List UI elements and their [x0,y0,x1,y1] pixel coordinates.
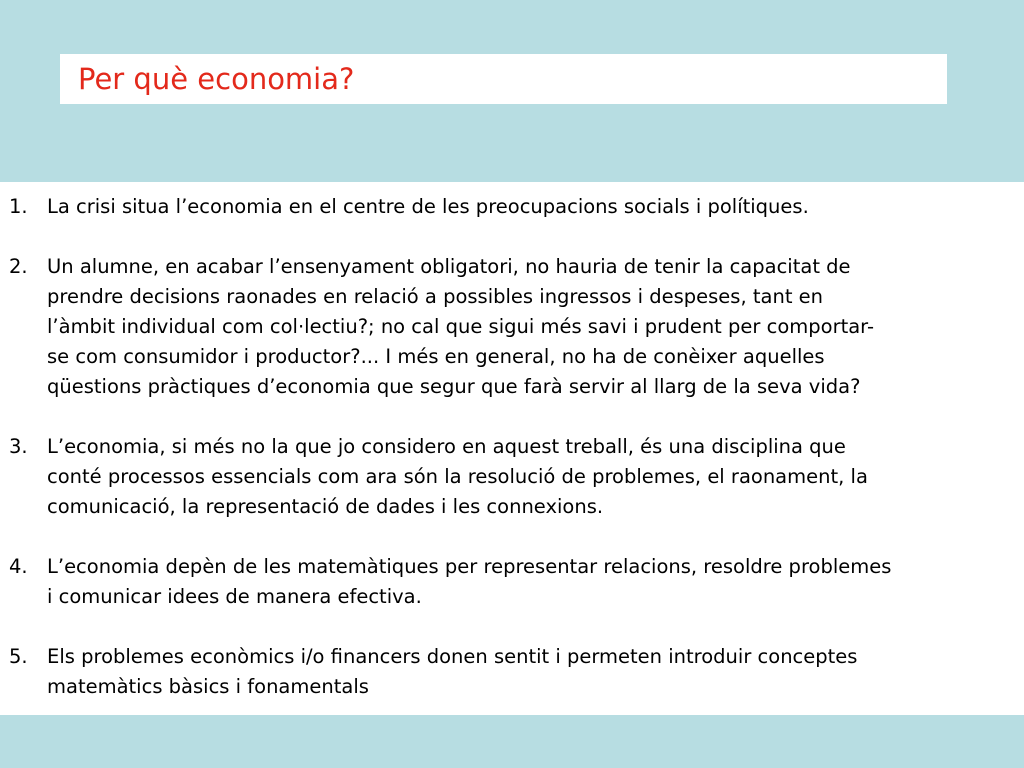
content-panel [0,182,1024,715]
list-item [9,642,1019,702]
item-line: Els problemes econòmics i/o financers donen sentit i permeten introduir conceptes [47,645,858,668]
numbered-list [9,192,1019,702]
list-item [9,192,1019,222]
item-number: 2. [9,255,28,278]
item-line: L’economia depèn de les matemàtiques per representar relacions, resoldre problemes [47,555,892,578]
slide-title: Per què economia? [78,62,355,96]
item-line: L’economia, si més no la que jo considero en aquest treball, és una disciplina que [47,435,846,458]
list-item [9,252,1019,402]
item-line: comunicació, la representació de dades i les connexions. [47,495,604,518]
item-line: i comunicar idees de manera efectiva. [47,585,422,608]
list-item [9,432,1019,522]
item-line: prendre decisions raonades en relació a possibles ingressos i despeses, tant en [47,285,824,308]
item-line: conté processos essencials com ara són la resolució de problemes, el raonament, la [47,465,868,488]
title-box [60,54,947,104]
item-line: l’àmbit individual com col·lectiu?; no cal que sigui més savi i prudent per comportar- [47,315,874,338]
item-line: Un alumne, en acabar l’ensenyament obligatori, no hauria de tenir la capacitat de [47,255,851,278]
item-number: 4. [9,555,28,578]
item-number: 5. [9,645,28,668]
item-line: matemàtics bàsics i fonamentals [47,675,369,698]
item-line: se com consumidor i productor?... I més en general, no ha de conèixer aquelles [47,345,825,368]
item-line: La crisi situa l’economia en el centre de les preocupacions socials i polítiques. [47,195,809,218]
item-number: 3. [9,435,28,458]
item-number: 1. [9,195,28,218]
item-line: qüestions pràctiques d’economia que segur que farà servir al llarg de la seva vida? [47,375,861,398]
list-item [9,552,1019,612]
